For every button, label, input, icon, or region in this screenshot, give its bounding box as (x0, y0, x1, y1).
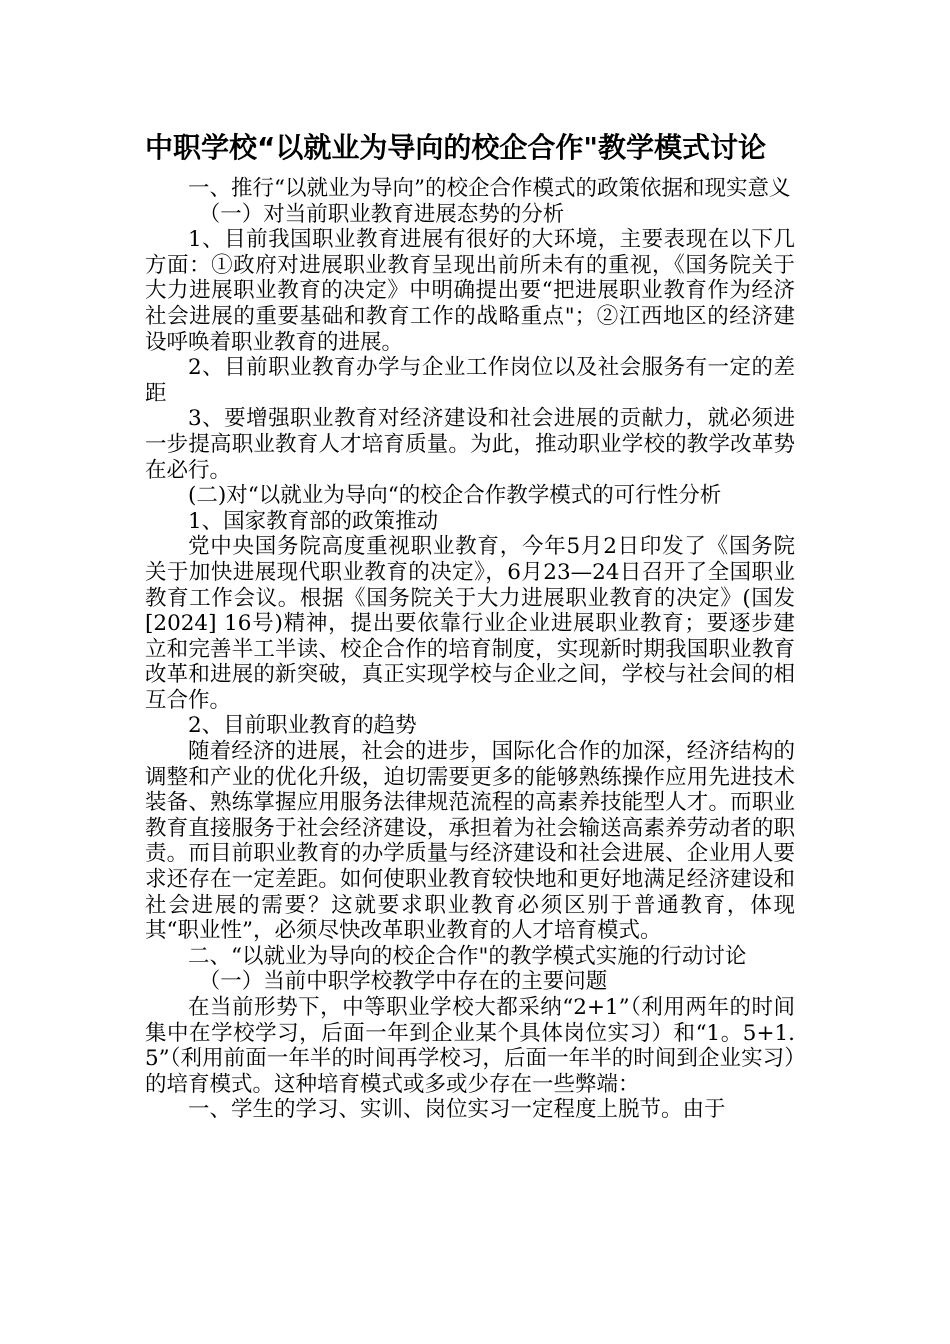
subsection-heading-1-2: (二)对“以就业为导向“的校企合作教学模式的可行性分析 (188, 483, 722, 509)
body-paragraph: 一、学生的学习、实训、岗位实习一定程度上脱节。由于 (188, 1097, 726, 1123)
body-paragraph: 在当前形势下，中等职业学校大都采纳“2+1”（利用两年的时间集中在学校学习，后面一年到企业某个具体岗位实习）和“1。5+1.5”（利用前面一年半的时间再学校习，后面一年半的时间到企业实习）的培育模式。这种培育模式或多或少存在一些弊端： (145, 995, 795, 1097)
section-heading-2: 二、“以就业为导向的校企合作"的教学模式实施的行动讨论 (188, 943, 747, 969)
document-body (145, 128, 795, 1123)
body-paragraph: 1、目前我国职业教育进展有很好的大环境，主要表现在以下几方面：①政府对进展职业教育呈现出前所未有的重视，《国务院关于大力进展职业教育的决定》中明确提出要“把进展职业教育作为经济社会进展的重要基础和教育工作的战略重点"；②江西地区的经济建设呼唤着职业教育的进展。 (145, 227, 795, 355)
body-paragraph: 1、国家教育部的政策推动 (188, 508, 439, 534)
body-paragraph: 党中央国务院高度重视职业教育，今年5月2日印发了《国务院关于加快进展现代职业教育的决定》，6月23—24日召开了全国职业教育工作会议。根据《国务院关于大力进展职业教育的决定》(国发[2024] 16号)精神，提出要依靠行业企业进展职业教育；要逐步建立和完善半工半读、校企合作的培育制度，实现新时期我国职业教育改革和进展的新突破，真正实现学校与企业之间，学校与社会间的相互合作。 (145, 534, 795, 713)
subsection-heading-1-1: （一）对当前职业教育进展态势的分析 (198, 201, 565, 227)
body-paragraph: 2、目前职业教育办学与企业工作岗位以及社会服务有一定的差距 (145, 355, 795, 406)
subsection-heading-2-1: （一）当前中职学校教学中存在的主要问题 (198, 969, 608, 995)
body-paragraph: 3、要增强职业教育对经济建设和社会进展的贡献力，就必须进一步提高职业教育人才培育质量。为此，推动职业学校的教学改革势在必行。 (145, 406, 795, 483)
section-heading-1: 一、推行“以就业为导向”的校企合作模式的政策依据和现实意义 (188, 176, 791, 201)
document-title: 中职学校“以就业为导向的校企合作"教学模式讨论 (145, 131, 766, 164)
body-paragraph: 2、目前职业教育的趋势 (188, 713, 417, 739)
body-paragraph: 随着经济的进展，社会的进步，国际化合作的加深，经济结构的调整和产业的优化升级，迫切需要更多的能够熟练操作应用先进技术装备、熟练掌握应用服务法律规范流程的高素养技能型人才。而职业教育直接服务于社会经济建设，承担着为社会输送高素养劳动者的职责。而目前职业教育的办学质量与经济建设和社会进展、企业用人要求还存在一定差距。如何使职业教育较快地和更好地满足经济建设和社会进展的需要？这就要求职业教育必须区别于普通教育，体现其“职业性”，必须尽快改革职业教育的人才培育模式。 (145, 739, 795, 944)
